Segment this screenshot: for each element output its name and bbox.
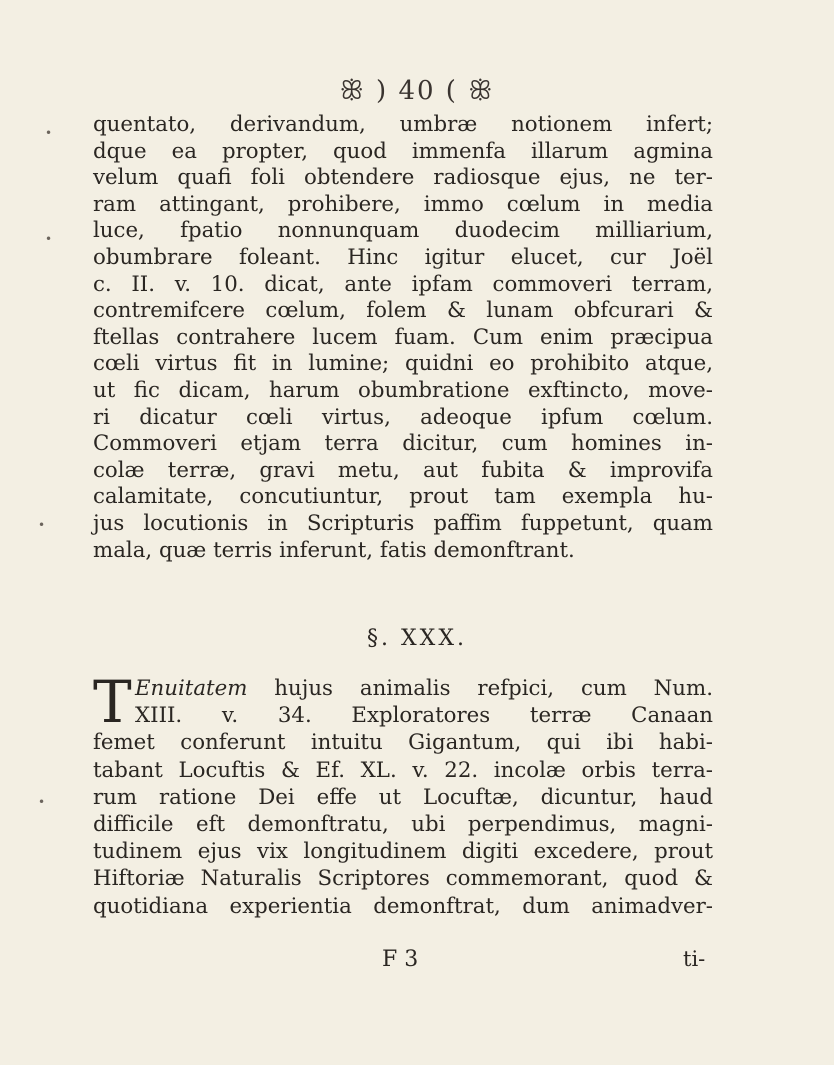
margin-speck: • xyxy=(38,518,46,532)
text-line: quotidiana experientia demonftrat, dum animadver- xyxy=(93,893,713,919)
text-line: rum ratione Dei effe ut Locuftæ, dicuntur, haud xyxy=(93,784,713,810)
text-line: difficile eft demonftratu, ubi perpendimus, magni- xyxy=(93,812,713,838)
signature-mark: F 3 xyxy=(382,947,419,972)
text-line: cœli virtus fit in lumine; quidni eo prohibito atque, xyxy=(93,351,713,377)
text-line: ram attingant, prohibere, immo cœlum in media xyxy=(93,191,713,217)
text-line: c. II. v. 10. dicat, ante ipfam commoveri terram, xyxy=(93,271,713,297)
text-line: Commoveri etjam terra dicitur, cum homines in- xyxy=(93,431,713,457)
text-line: velum quafi foli obtendere radiosque ejus, ne ter- xyxy=(93,165,713,191)
margin-speck: • xyxy=(38,795,46,809)
text-line: obumbrare foleant. Hinc igitur elucet, cur Joël xyxy=(93,244,713,270)
page-header: ꕥ ) 40 ( ꕥ xyxy=(339,76,495,106)
text-line: colæ terræ, gravi metu, aut fubita & improvifa xyxy=(93,457,713,483)
text-line: ut fic dicam, harum obumbratione exftincto, move- xyxy=(93,377,713,403)
text-line: quentato, derivandum, umbræ notionem infert; xyxy=(93,112,713,137)
text-line: luce, fpatio nonnunquam duodecim milliarium, xyxy=(93,218,713,244)
drop-cap: T xyxy=(93,668,132,736)
text-line: femet conferunt intuitu Gigantum, qui ibi habi- xyxy=(93,730,713,756)
text-line: tabant Locuftis & Ef. XL. v. 22. incolæ orbis terra- xyxy=(93,757,713,783)
text-line: dque ea propter, quod immenfa illarum agmina xyxy=(93,138,713,164)
text-line: tudinem ejus vix longitudinem digiti excedere, prout xyxy=(93,839,713,865)
text-line: ri dicatur cœli virtus, adeoque ipfum cœlum. xyxy=(93,404,713,430)
text-line-rest: hujus animalis refpici, cum Num. xyxy=(247,676,713,701)
text-line xyxy=(93,675,713,702)
paragraph-2 xyxy=(93,668,713,920)
catchword: ti- xyxy=(683,947,706,971)
text-line: calamitate, concutiuntur, prout tam exempla hu- xyxy=(93,484,713,510)
text-line: jus locutionis in Scripturis paffim fuppetunt, quam xyxy=(93,510,713,536)
text-line: contremifcere cœlum, folem & lunam obfcurari & xyxy=(93,298,713,324)
text-line: ftellas contrahere lucem fuam. Cum enim præcipua xyxy=(93,324,713,350)
paragraph-1 xyxy=(93,112,713,564)
section-heading: §. XXX. xyxy=(367,626,467,651)
text-line: mala, quæ terris inferunt, fatis demonftrant. xyxy=(93,537,575,563)
italic-first-word: Enuitatem xyxy=(135,676,248,701)
text-line: XIII. v. 34. Exploratores terræ Canaan xyxy=(135,703,713,729)
text-line: Hiftoriæ Naturalis Scriptores commemorant, quod & xyxy=(93,866,713,892)
margin-speck: • xyxy=(45,126,53,140)
margin-speck: • xyxy=(45,232,53,246)
